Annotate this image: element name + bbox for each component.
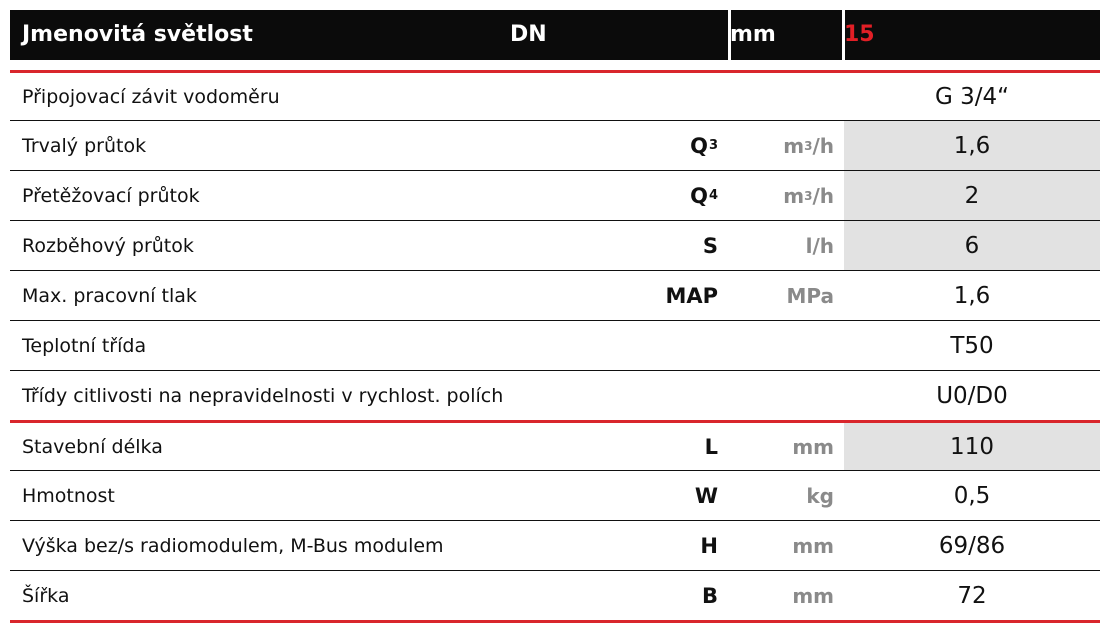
row-label: Teplotní třída bbox=[22, 334, 147, 357]
row-unit: l/h bbox=[805, 233, 834, 258]
row-label: Trvalý průtok bbox=[22, 134, 147, 157]
row-label: Přetěžovací průtok bbox=[22, 184, 200, 207]
table-row bbox=[10, 520, 1100, 570]
row-label: Max. pracovní tlak bbox=[22, 284, 197, 307]
row-symbol-text: Q bbox=[690, 183, 708, 208]
row-unit-sup: 3 bbox=[804, 138, 813, 153]
header-title: Jmenovitá světlost bbox=[22, 22, 253, 47]
row-label: Rozběhový průtok bbox=[22, 234, 194, 257]
row-unit: MPa bbox=[786, 283, 834, 308]
row-value: 2 bbox=[844, 171, 1100, 220]
table-row bbox=[10, 570, 1100, 623]
row-value: 110 bbox=[844, 423, 1100, 470]
row-symbol: MAP bbox=[665, 283, 718, 308]
row-unit-suffix: /h bbox=[812, 183, 834, 208]
row-label: Připojovací závit vodoměru bbox=[22, 85, 280, 108]
table-header bbox=[10, 10, 1100, 60]
table-row bbox=[10, 420, 1100, 470]
row-unit-text: m bbox=[783, 183, 805, 208]
row-unit: mm bbox=[792, 533, 834, 558]
row-unit-suffix: /h bbox=[812, 133, 834, 158]
row-label: Hmotnost bbox=[22, 484, 115, 507]
row-symbol-sub: 4 bbox=[708, 188, 718, 203]
row-symbol bbox=[570, 121, 718, 170]
row-label: Šířka bbox=[22, 584, 70, 607]
row-value: T50 bbox=[950, 332, 994, 359]
row-value: U0/D0 bbox=[936, 382, 1008, 409]
table-row bbox=[10, 70, 1100, 120]
header-unit: mm bbox=[730, 22, 776, 47]
table-row bbox=[10, 470, 1100, 520]
row-symbol-text: Q bbox=[690, 133, 708, 158]
row-value: 1,6 bbox=[844, 121, 1100, 170]
row-symbol bbox=[570, 171, 718, 220]
row-symbol: H bbox=[700, 533, 718, 558]
row-unit: kg bbox=[806, 483, 834, 508]
row-unit bbox=[742, 171, 834, 220]
row-label: Stavební délka bbox=[22, 435, 163, 458]
row-symbol: B bbox=[701, 583, 718, 608]
header-symbol: DN bbox=[510, 22, 547, 47]
row-value: 6 bbox=[844, 221, 1100, 270]
row-value: 72 bbox=[957, 582, 987, 609]
spec-table bbox=[10, 10, 1100, 623]
table-row bbox=[10, 170, 1100, 220]
row-symbol-sub: 3 bbox=[708, 138, 718, 153]
table-row bbox=[10, 370, 1100, 420]
row-unit-sup: 3 bbox=[804, 188, 813, 203]
row-symbol: S bbox=[702, 233, 718, 258]
row-unit-text: m bbox=[783, 133, 805, 158]
row-unit: mm bbox=[792, 583, 834, 608]
row-label: Výška bez/s radiomodulem, M-Bus modulem bbox=[22, 534, 444, 557]
table-row bbox=[10, 120, 1100, 170]
row-unit: mm bbox=[792, 434, 834, 459]
row-value: G 3/4“ bbox=[934, 83, 1010, 110]
row-symbol: W bbox=[694, 483, 718, 508]
row-value: 69/86 bbox=[938, 532, 1006, 559]
table-row bbox=[10, 270, 1100, 320]
row-unit bbox=[742, 121, 834, 170]
row-label: Třídy citlivosti na nepravidelnosti v rychlost. polích bbox=[22, 384, 504, 407]
row-value: 0,5 bbox=[953, 482, 991, 509]
table-row bbox=[10, 320, 1100, 370]
row-value: 1,6 bbox=[953, 282, 991, 309]
header-value: 15 bbox=[844, 22, 875, 47]
table-row bbox=[10, 220, 1100, 270]
row-symbol: L bbox=[704, 434, 718, 459]
